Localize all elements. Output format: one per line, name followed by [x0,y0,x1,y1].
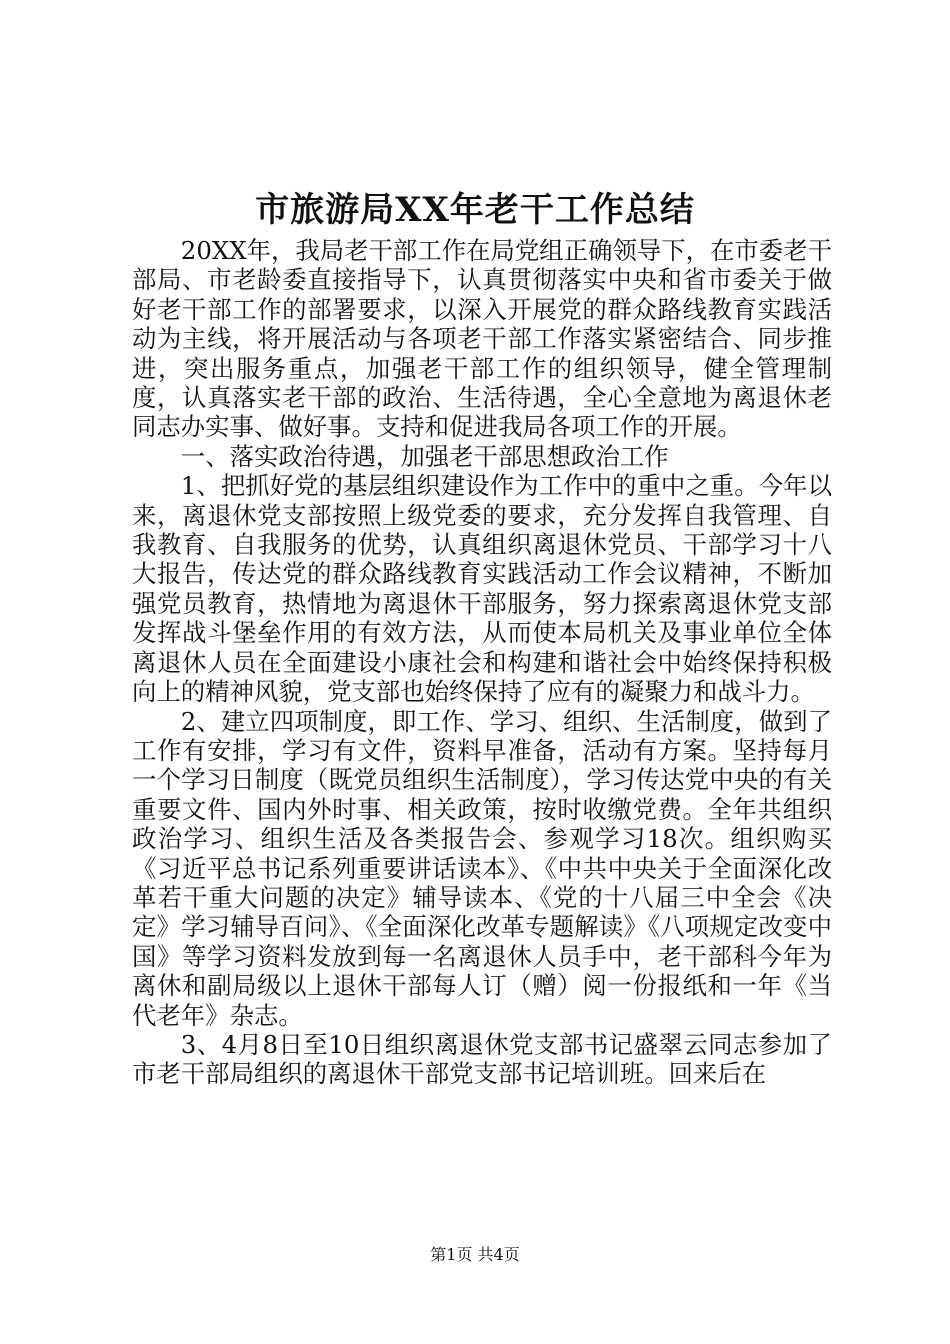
document-body [132,236,832,1089]
paragraph-intro: 20XX年，我局老干部工作在局党组正确领导下，在市委老干部局、市老龄委直接指导下，认真贯彻落实中央和省市委关于做好老干部工作的部署要求，以深入开展党的群众路线教育实践活动为主线，将开展活动与各项老干部工作落实紧密结合、同步推进，突出服务重点，加强老干部工作的组织领导，健全管理制度，认真落实老干部的政治、生活待遇，全心全意地为离退休老同志办实事、做好事。支持和促进我局各项工作的开展。 [132,236,832,442]
page-footer: 第1页 共4页 [430,1245,520,1264]
section-heading-1: 一、落实政治待遇，加强老干部思想政治工作 [180,441,669,471]
document-title: 市旅游局XX年老干工作总结 [255,190,695,230]
paragraph-item-1: 1、把抓好党的基层组织建设作为工作中的重中之重。今年以来，离退休党支部按照上级党委的要求，充分发挥自我管理、自我教育、自我服务的优势，认真组织离退休党员、干部学习十八大报告，传达党的群众路线教育实践活动工作会议精神，不断加强党员教育，热情地为离退休干部服务，努力探索离退休党支部发挥战斗堡垒作用的有效方法，从而使本局机关及事业单位全体离退休人员在全面建设小康社会和构建和谐社会中始终保持积极向上的精神风貌，党支部也始终保持了应有的凝聚力和战斗力。 [132,471,832,707]
paragraph-item-2: 2、建立四项制度，即工作、学习、组织、生活制度，做到了工作有安排，学习有文件，资料早准备，活动有方案。坚持每月一个学习日制度（既党员组织生活制度），学习传达党中央的有关重要文件、国内外时事、相关政策，按时收缴党费。全年共组织政治学习、组织生活及各类报告会、参观学习18次。组织购买《习近平总书记系列重要讲话读本》、《中共中央关于全面深化改革若干重大问题的决定》辅导读本、《党的十八届三中全会《决定》学习辅导百问》、《全面深化改革专题解读》《八项规定改变中国》等学习资料发放到每一名离退休人员手中，老干部科今年为离休和副局级以上退休干部每人订（赠）阅一份报纸和一年《当代老年》杂志。 [132,706,832,1030]
paragraph-item-3: 3、4月8日至10日组织离退休党支部书记盛翠云同志参加了市老干部局组织的离退休干部党支部书记培训班。回来后在 [132,1029,832,1089]
